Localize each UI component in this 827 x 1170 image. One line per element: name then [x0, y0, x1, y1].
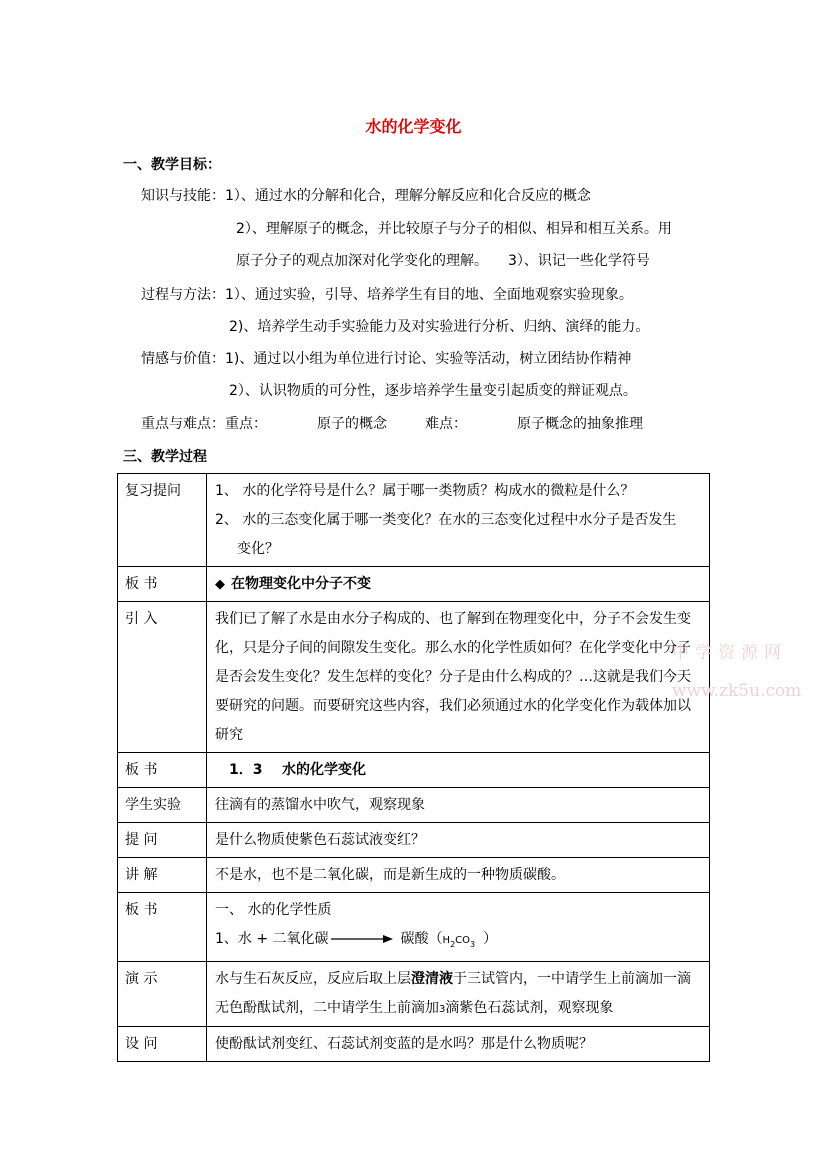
table-row [118, 893, 710, 962]
blackboard-heading: 1．3 水的化学变化 [207, 753, 710, 788]
process-line-1 [141, 285, 633, 305]
row-label: 板 书 [118, 753, 207, 788]
chemical-equation [215, 925, 703, 959]
hypothesis-question: 使酚酞试剂变红、石蕊试剂变蓝的是水吗？那是什么物质呢？ [207, 1026, 710, 1061]
formula-sub-2: 2 [450, 939, 456, 949]
table-row [118, 1026, 710, 1061]
emotion-label: 情感与价值： [141, 351, 225, 367]
process-item-2: 2)、培养学生动手实验能力及对实验进行分析、归纳、演绎的能力。 [229, 319, 650, 335]
table-row [118, 961, 710, 1026]
table-row [118, 823, 710, 858]
equation-reactants: 1、水 + 二氧化碳 [215, 931, 329, 947]
watermark-line-1: 中学资源网 [672, 643, 787, 663]
formula-co: CO [455, 935, 471, 946]
table-row [118, 474, 710, 567]
blackboard-text: 在物理变化中分子不变 [231, 576, 371, 592]
question-text: 是什么物质使紫色石蕊试液变红？ [207, 823, 710, 858]
review-question-2a: 2、 水的三态变化属于哪一类变化？在水的三态变化过程中水分子是否发生 [215, 512, 677, 528]
experiment-text: 往滴有的蒸馏水中吹气，观察现象 [207, 788, 710, 823]
reaction-arrow-icon [331, 934, 393, 944]
review-question-2b: 变化？ [237, 541, 279, 557]
row-label: 引 入 [118, 602, 207, 753]
review-question-1: 1、 水的化学符号是什么？属于哪一类物质？构成水的微粒是什么？ [215, 483, 635, 499]
demo-text-part: 滴紫色石蕊试剂，观察现象 [445, 999, 614, 1016]
key-points-line [141, 414, 643, 434]
table-row [118, 753, 710, 788]
difficulty-label: 难点： [425, 416, 467, 432]
row-label: 学生实验 [118, 788, 207, 823]
diamond-bullet-icon: ◆ [215, 577, 225, 592]
key-point-label: 重点： [225, 416, 267, 432]
demo-text-part: 水与生石灰反应，反应后取上层 [215, 970, 411, 987]
difficulty: 原子概念的抽象推理 [517, 416, 643, 432]
knowledge-item-2b: 原子分子的观点加深对化学变化的理解。 [236, 253, 488, 269]
teaching-process-table [117, 473, 710, 1062]
process-item-1: 1）、通过实验，引导、培养学生有目的地、全面地观察实验现象。 [225, 287, 633, 303]
row-label: 讲 解 [118, 858, 207, 893]
formula-sub-3: 3 [470, 939, 476, 949]
section-heading-goals: 一、教学目标： [123, 157, 221, 173]
knowledge-label: 知识与技能： [141, 188, 225, 204]
equation-close: ） [483, 931, 498, 947]
drop-count: 3 [439, 1003, 446, 1015]
demo-text-part: 于三试管内，一中请学生上前滴加一滴无色酚酞试剂，二中请学生上前滴加 [215, 970, 691, 1016]
process-label: 过程与方法： [141, 287, 225, 303]
chemical-property-heading: 一、 水的化学性质 [215, 902, 332, 918]
row-label: 板 书 [118, 567, 207, 602]
knowledge-line-1 [141, 186, 591, 206]
watermark [672, 634, 801, 710]
knowledge-line-2b [236, 251, 650, 271]
emotion-item-2: 2）、认识物质的可分性，逐步培养学生量变引起质变的辩证观点。 [229, 383, 637, 399]
table-row [118, 567, 710, 602]
table-row [118, 788, 710, 823]
document-title: 水的化学变化 [365, 117, 462, 136]
row-label: 设 问 [118, 1026, 207, 1061]
explanation-text: 不是水，也不是二氧化碳，而是新生成的一种物质碳酸。 [207, 858, 710, 893]
table-row [118, 602, 710, 753]
row-content [207, 567, 710, 602]
formula-h: H [442, 935, 451, 946]
equation-product: 碳酸（ [400, 931, 443, 947]
row-label: 复习提问 [118, 474, 207, 567]
emotion-line-1 [141, 349, 631, 369]
knowledge-item-1: 1）、通过水的分解和化合，理解分解反应和化合反应的概念 [225, 188, 591, 204]
table-row [118, 858, 710, 893]
row-content [207, 474, 710, 567]
section-heading-process: 三、教学过程 [123, 449, 207, 465]
knowledge-item-2a: 2）、理解原子的概念，并比较原子与分子的相似、相异和相互关系。用 [236, 221, 672, 237]
introduction-text: 我们已了解了水是由水分子构成的、也了解到在物理变化中，分子不会发生变化，只是分子间的间隙发生变化。那么水的化学性质如何？在化学变化中分子是否会发生变化？发生怎样的变化？分子是由什么构成的？…这就是我们今天要研究的问题。而要研究这些内容，我们必须通过水的化学变化作为载体加以研究 [207, 602, 710, 753]
watermark-line-2: www.zk5u.com [672, 681, 802, 701]
row-content [207, 893, 710, 962]
clear-liquid-term: 澄清液 [411, 970, 453, 987]
emotion-item-1: 1)、通过以小组为单位进行讨论、实验等活动，树立团结协作精神 [225, 351, 632, 367]
row-label: 提 问 [118, 823, 207, 858]
knowledge-item-3: 3）、识记一些化学符号 [508, 253, 650, 269]
row-label: 演 示 [118, 961, 207, 1026]
demonstration-text [207, 961, 710, 1026]
row-label: 板 书 [118, 893, 207, 962]
key-label: 重点与难点： [141, 416, 225, 432]
key-point: 原子的概念 [317, 416, 387, 432]
